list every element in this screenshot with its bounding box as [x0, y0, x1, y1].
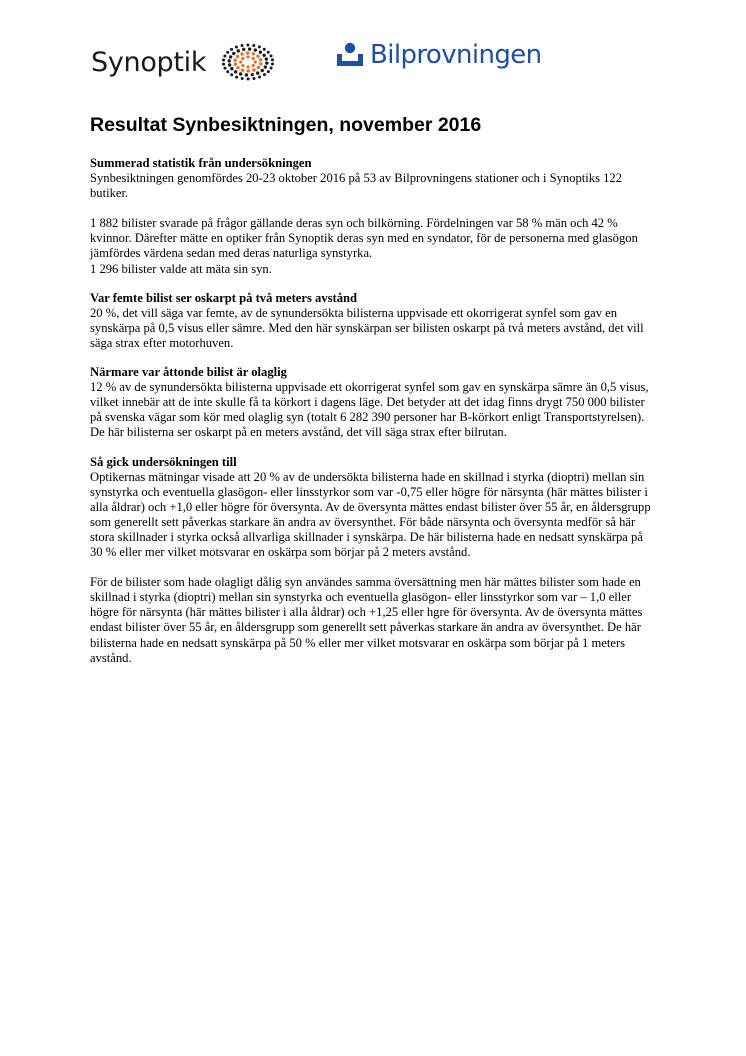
logo-dot [261, 69, 264, 72]
logo-dot [224, 55, 227, 58]
synoptik-wordmark: Synoptik [91, 46, 207, 78]
logo-dot [234, 63, 237, 66]
logo-dot [222, 59, 225, 62]
bilprovningen-wordmark: Bilprovningen [370, 40, 542, 70]
logo-dot [241, 77, 244, 80]
logo-dot [271, 58, 274, 61]
section-paragraph: Optikernas mätningar visade att 20 % av de undersökta bilisterna hade en skillnad i styrka (dioptri) mellan sin synstyrka och eventuella glasögon- eller linsstyrkor som var -0,75 eller högre för närsynta (här mättes bilister i alla åldrar) och +1,0 eller högre för översynta. Av de översynta mättes endast bilister över 55 år, en åldersgrupp som generellt sett påverkas starkare än andra av översynthet. För både närsynta och översynta medför så här stora skillnader i styrka också allvarliga skillnader i synskärpa. De här bilisterna hade en nedsatt synskärpa på 30 % eller mer vilket motsvarar en oskärpa som börjar på 2 meters avstånd. [90, 469, 651, 560]
logo-dot [247, 44, 250, 47]
logo-dot [245, 73, 248, 76]
section-heading: Var femte bilist ser oskarpt på två meters avstånd [90, 290, 358, 305]
document-body [90, 112, 652, 680]
logo-dot [264, 65, 267, 68]
logo-dot [241, 44, 244, 47]
logo-dot [257, 66, 260, 69]
logo-dot [241, 57, 244, 60]
logo-dot [263, 48, 266, 51]
section-heading: Så gick undersökningen till [90, 454, 237, 469]
logo-dot [259, 58, 262, 61]
section-paragraph: För de bilister som hade olagligt dålig syn användes samma översättning men här mättes bilister som hade en skillnad i styrka (dioptri) mellan sin synstyrka och eventuella glasögon- eller linsstyrkor som var – 1,0 eller högre för närsynta (här mättes bilister i alla åldrar) och +1,25 eller hgre för översynta. Av de översynta mättes endast bilister över 55 år, en åldersgrupp som generellt sett påverkas starkare än andra av översynthet. De här bilisterna hade en nedsatt synskärpa på 50 % eller mer vilket motsvarar en oskärpa som börjar på 1 meters avstånd. [90, 575, 643, 665]
logo-dot [270, 54, 273, 57]
logo-dot [265, 57, 268, 60]
section-heading: Närmare var åttonde bilist är olaglig [90, 365, 287, 380]
logo-dot [228, 59, 231, 62]
logo-dot [265, 61, 268, 64]
document-title: Resultat Synbesiktningen, november 2016 [90, 114, 482, 136]
logo-dot [258, 45, 261, 48]
section-heading: Summerad statistik från undersökningen [90, 156, 312, 170]
logo-dot [270, 66, 273, 69]
logo-dot [237, 49, 240, 52]
logo-dot [263, 54, 266, 57]
section-paragraph: 20 %, det vill säga var femte, av de synundersökta bilisterna uppvisade ett okorrigerat synfel som gav en synskärpa på 0,5 visus eller sämre. Med den här synskärpan ser bilisten oskarpt på två meters avstånd, det vill säga strax efter motorhuven. [90, 305, 644, 350]
logo-dot [241, 52, 244, 55]
logo-dot [254, 48, 257, 51]
logo-dot [267, 70, 270, 73]
logo-dot [235, 76, 238, 79]
section-every-eighth [90, 365, 652, 440]
logo-dot [256, 71, 259, 74]
logo-dot [257, 55, 260, 58]
logo-dot [222, 63, 225, 66]
logo-dot [236, 55, 239, 58]
dot-eye-icon [218, 42, 278, 82]
bilprovningen-logo [336, 42, 542, 68]
logo-dot [263, 73, 266, 76]
person-mark-icon [336, 42, 364, 68]
logo-dot [247, 78, 250, 81]
logo-dot [239, 72, 242, 75]
logo-dot [247, 69, 250, 72]
logo-dot [224, 67, 227, 70]
logo-dot [241, 64, 244, 67]
logo-dot [259, 62, 262, 65]
logo-dot [229, 55, 232, 58]
section-paragraph: Synbesiktningen genomfördes 20-23 oktober 2016 på 53 av Bilprovningens stationer och i Synoptiks 122 butiker. [90, 171, 623, 201]
logo-dot [253, 44, 256, 47]
logo-dot [239, 60, 242, 63]
logo-dot [241, 69, 244, 72]
logo-dot [252, 52, 255, 55]
logo-dot [230, 48, 233, 51]
logo-dot [232, 52, 235, 55]
section-paragraph: 1 296 bilister valde att mäta sin syn. [90, 261, 272, 276]
logo-dot [230, 67, 233, 70]
synoptik-logo [91, 42, 278, 82]
section-paragraph: 12 % av de synundersökta bilisterna uppvisade ett okorrigerat synfel som gav en synskärpa sämre än 0,5 visus, vilket innebär att de inte skulle få ta körkort i dagens läge. Det betyder att det idag finns drygt 750 000 bilister på svenska vägar som kör med olaglig syn (totalt 6 282 390 personer har B-körkort enligt Transportstyrelsen). De här bilisterna ser oskarpt på en meters avstånd, det vill säga strax efter bilrutan. [90, 380, 649, 440]
logo-dot [267, 51, 270, 54]
section-method [90, 455, 652, 666]
logo-dot [251, 73, 254, 76]
logo-dot [252, 57, 255, 60]
logo-dot [254, 60, 257, 63]
logo-dot [252, 68, 255, 71]
logo-dot [252, 64, 255, 67]
logo-dot [247, 65, 250, 68]
logo-dot [228, 63, 231, 66]
logo-dot [242, 48, 245, 51]
logo-dot [246, 51, 249, 54]
logo-dot [234, 70, 237, 73]
logo-dot [237, 66, 240, 69]
logo-dot [247, 55, 250, 58]
section-every-fifth [90, 291, 652, 351]
logo-dot [235, 45, 238, 48]
logo-dot [259, 50, 262, 53]
logo-dot [271, 62, 274, 65]
logo-dot [226, 70, 229, 73]
logo-dot [226, 51, 229, 54]
section-summary [90, 156, 652, 277]
logo-dot [248, 47, 251, 50]
section-paragraph: 1 882 bilister svarade på frågor gällande deras syn och bilkörning. Fördelningen var 58 % män och 42 % kvinnor. Därefter mätte en optiker från Synoptik deras syn med en syndator, för de personerna med glasögon jämfördes värdena sedan med deras naturliga synstyrka. [90, 216, 638, 261]
logo-dot [258, 76, 261, 79]
logo-dot [230, 73, 233, 76]
logo-dot [234, 59, 237, 62]
logo-dot [253, 77, 256, 80]
